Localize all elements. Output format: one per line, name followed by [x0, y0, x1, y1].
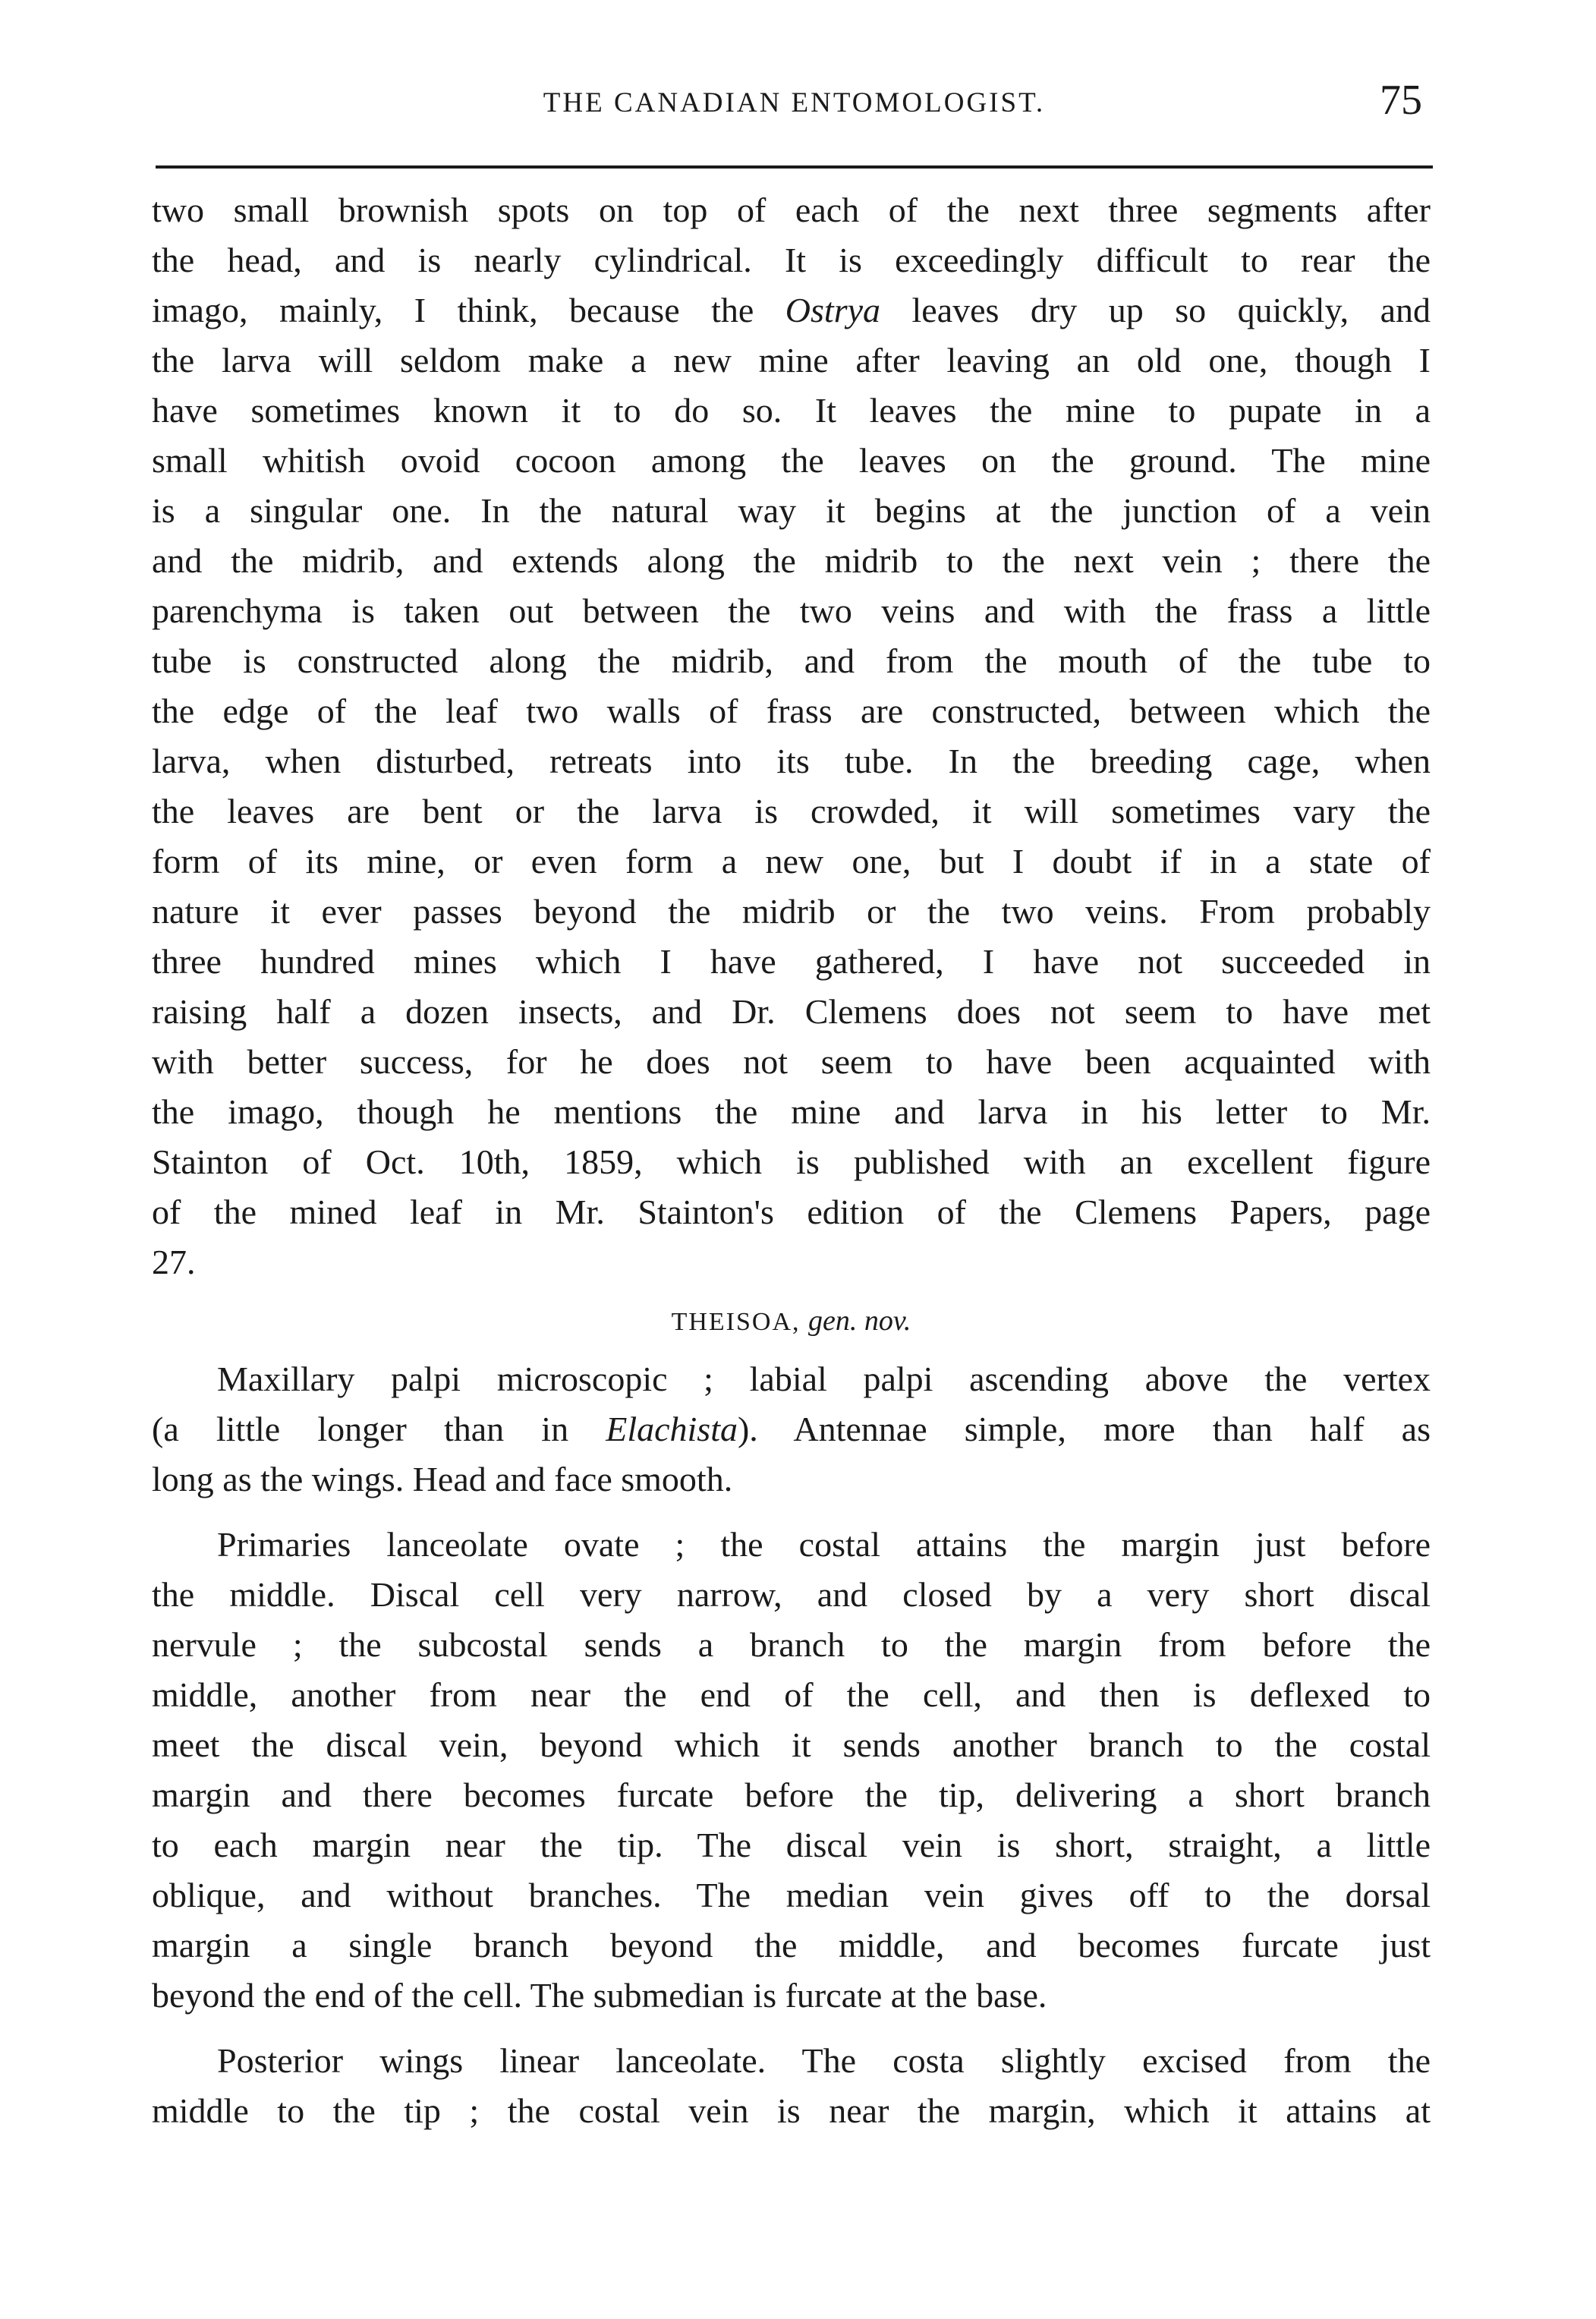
text-line: Primaries lanceolate ovate ; the costal attains the margin just before	[217, 1525, 1431, 1564]
text-line: Posterior wings linear lanceolate. The costa slightly excised from the	[217, 2041, 1431, 2080]
paragraph-palpi	[152, 1354, 1431, 1505]
text-run: (a little longer than in	[152, 1410, 569, 1448]
italic-genus-name: Elachista	[606, 1410, 738, 1448]
text-line: raising half a dozen insects, and Dr. Clemens does not seem to have met	[152, 992, 1431, 1031]
text-line: with better success, for he does not seem to have been acquainted with	[152, 1042, 1431, 1081]
text-line: meet the discal vein, beyond which it sends another branch to the costal	[152, 1725, 1431, 1764]
genus-name: THEISOA,	[671, 1308, 801, 1336]
italic-genus-name: Ostrya	[785, 291, 881, 329]
paragraph-posterior-wings	[152, 2036, 1431, 2136]
header-rule	[156, 165, 1433, 169]
text-line: nervule ; the subcostal sends a branch to the margin from before the	[152, 1625, 1431, 1664]
text-line: small whitish ovoid cocoon among the leaves on the ground. The mine	[152, 441, 1431, 480]
text-line: middle to the tip ; the costal vein is near the margin, which it attains at	[152, 2091, 1431, 2130]
text-line: three hundred mines which I have gathered, I have not succeeded in	[152, 942, 1431, 981]
text-run: ). Antennae simple, more than half as	[737, 1410, 1431, 1448]
text-line: 27.	[152, 1243, 196, 1281]
spacer	[152, 1287, 1431, 1293]
text-line: parenchyma is taken out between the two veins and with the frass a little	[152, 591, 1431, 630]
text-line: tube is constructed along the midrib, and from the mouth of the tube to	[152, 641, 1431, 680]
text-line	[152, 285, 1431, 336]
text-line: the leaves are bent or the larva is crowded, it will sometimes vary the	[152, 792, 1431, 830]
text-line: margin and there becomes furcate before the tip, delivering a short branch	[152, 1775, 1431, 1814]
paragraph-primaries	[152, 1520, 1431, 2021]
text-body	[152, 185, 1431, 2136]
text-run: leaves dry up so quickly, and	[911, 291, 1431, 329]
running-title: THE CANADIAN ENTOMOLOGIST.	[543, 87, 1046, 118]
text-line: form of its mine, or even form a new one, but I doubt if in a state of	[152, 842, 1431, 881]
page-number: 75	[1380, 77, 1422, 124]
genus-heading	[152, 1293, 1431, 1348]
text-line: two small brownish spots on top of each of the next three segments after	[152, 191, 1431, 229]
text-line: larva, when disturbed, retreats into its tube. In the breeding cage, when	[152, 742, 1431, 780]
text-line	[152, 1404, 1431, 1454]
text-line: of the mined leaf in Mr. Stainton's edition of the Clemens Papers, page	[152, 1193, 1431, 1231]
text-line: and the midrib, and extends along the midrib to the next vein ; there the	[152, 541, 1431, 580]
text-line: is a singular one. In the natural way it begins at the junction of a vein	[152, 491, 1431, 530]
spacer	[152, 1348, 1431, 1354]
text-line: Stainton of Oct. 10th, 1859, which is published with an excellent figure	[152, 1142, 1431, 1181]
text-line: the larva will seldom make a new mine after leaving an old one, though I	[152, 341, 1431, 380]
text-line: the imago, though he mentions the mine and larva in his letter to Mr.	[152, 1092, 1431, 1131]
text-line: the middle. Discal cell very narrow, and closed by a very short discal	[152, 1575, 1431, 1614]
text-line: long as the wings. Head and face smooth.	[152, 1460, 733, 1498]
text-line: Maxillary palpi microscopic ; labial palpi ascending above the vertex	[217, 1360, 1431, 1398]
text-line: have sometimes known it to do so. It leaves the mine to pupate in a	[152, 391, 1431, 430]
running-head	[156, 77, 1433, 138]
text-line: the edge of the leaf two walls of frass are constructed, between which the	[152, 692, 1431, 730]
paragraph-larva-and-mine	[152, 185, 1431, 1287]
text-line: to each margin near the tip. The discal vein is short, straight, a little	[152, 1826, 1431, 1864]
text-line: nature it ever passes beyond the midrib or the two veins. From probably	[152, 892, 1431, 931]
text-line: middle, another from near the end of the cell, and then is deflexed to	[152, 1675, 1431, 1714]
text-line: beyond the end of the cell. The submedian is furcate at the base.	[152, 1976, 1047, 2015]
text-line: margin a single branch beyond the middle, and becomes furcate just	[152, 1926, 1431, 1965]
spacer	[152, 2021, 1431, 2036]
text-run: imago, mainly, I think, because the	[152, 291, 754, 329]
genus-note: gen. nov.	[808, 1305, 911, 1337]
spacer	[152, 1505, 1431, 1520]
text-line: oblique, and without branches. The median vein gives off to the dorsal	[152, 1876, 1431, 1914]
text-line: the head, and is nearly cylindrical. It is exceedingly difficult to rear the	[152, 241, 1431, 279]
